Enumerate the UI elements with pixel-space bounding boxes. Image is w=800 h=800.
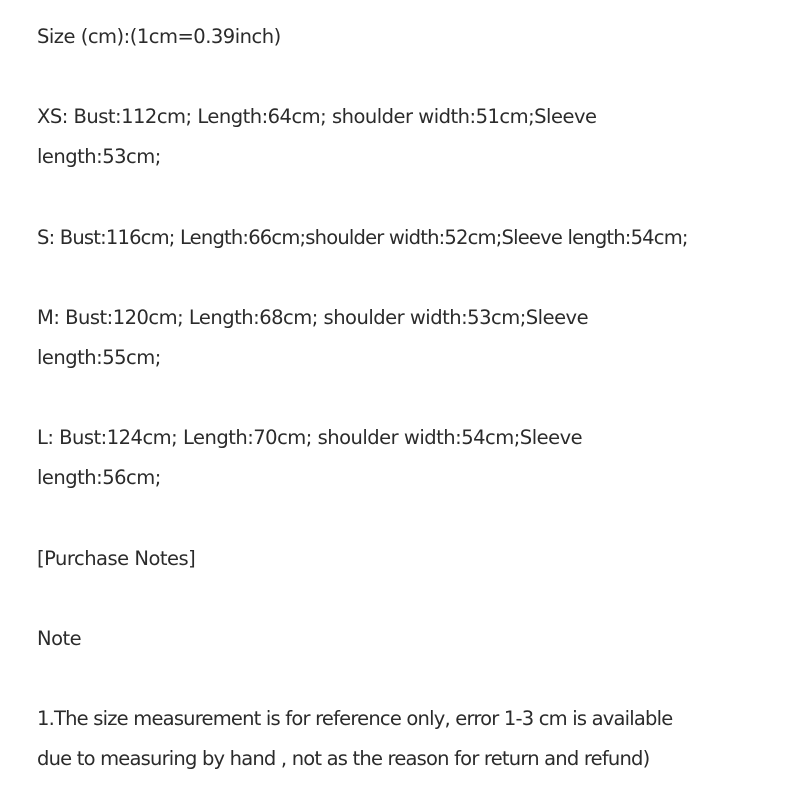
size-m-line-2: length:55cm; [37,346,161,369]
size-xs-line-2: length:53cm; [37,145,161,168]
size-l-line-2: length:56cm; [37,466,161,489]
size-s-line-1: S: Bust:116cm; Length:66cm;shoulder width:52cm;Sleeve length:54cm; [37,226,688,249]
note-label: Note [37,627,82,650]
size-l-line-1: L: Bust:124cm; Length:70cm; shoulder width:54cm;Sleeve [37,426,583,449]
size-heading: Size (cm):(1cm=0.39inch) [37,25,281,48]
size-m-line-1: M: Bust:120cm; Length:68cm; shoulder width:53cm;Sleeve [37,306,589,329]
note-item-1-line-1: 1.The size measurement is for reference only, error 1-3 cm is available [37,707,673,730]
note-item-1-line-2: due to measuring by hand , not as the reason for return and refund) [37,747,650,770]
size-xs-line-1: XS: Bust:112cm; Length:64cm; shoulder width:51cm;Sleeve [37,105,597,128]
purchase-notes-heading: [Purchase Notes] [37,547,196,570]
